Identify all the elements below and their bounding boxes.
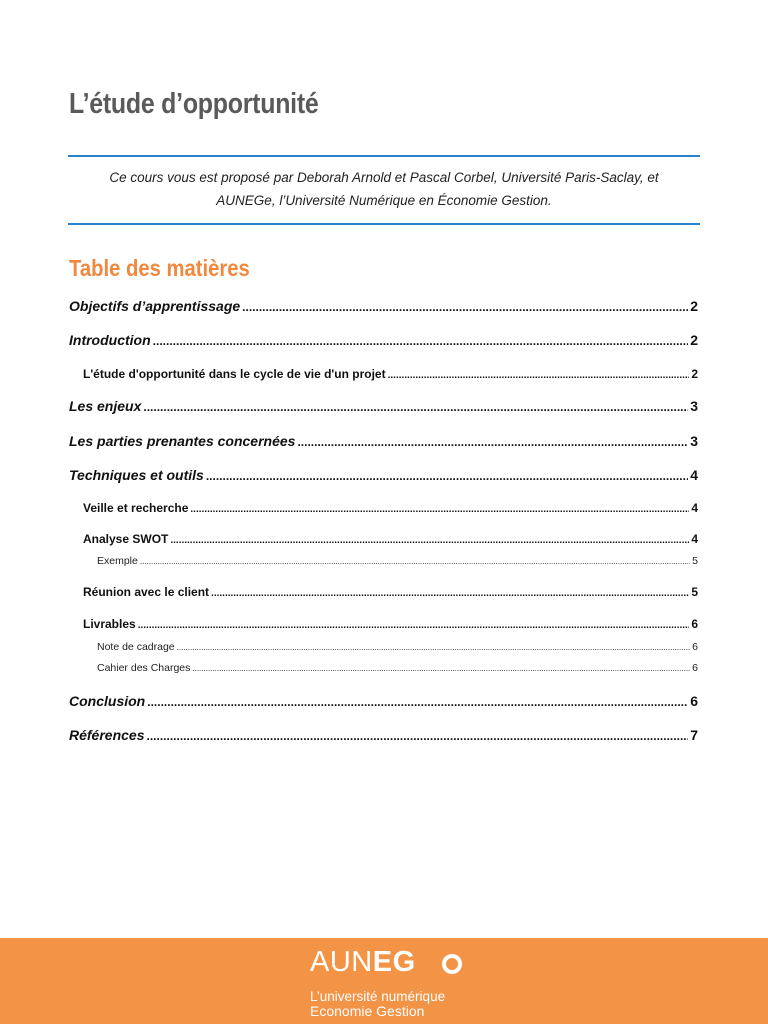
toc-heading: Table des matières (69, 255, 250, 281)
toc-entry-label: Analyse SWOT (83, 532, 169, 546)
toc-entry-page: 6 (692, 641, 698, 653)
bottom-divider (68, 223, 700, 225)
credit-line-1: Ce cours vous est proposé par Deborah Arnold et Pascal Corbel, Université Paris-Saclay, et (109, 170, 659, 185)
logo-wordmark-bold: EG (372, 946, 416, 978)
toc-entry-label: Techniques et outils (69, 467, 204, 483)
top-divider (68, 155, 700, 157)
toc-entry-label: Note de cadrage (97, 641, 175, 653)
toc-entry-page: 6 (691, 617, 698, 631)
dot-leader (388, 370, 690, 381)
toc-entry-cycle-de-vie[interactable] (83, 367, 698, 381)
toc-entry-label: Les enjeux (69, 398, 142, 414)
toc-entry-page: 7 (690, 727, 698, 743)
toc-entry-exemple[interactable] (97, 555, 698, 567)
dot-leader (297, 435, 688, 449)
toc-entry-conclusion[interactable] (69, 693, 698, 709)
toc-entry-references[interactable] (69, 727, 698, 743)
toc-entry-label: Objectifs d’apprentissage (69, 298, 241, 314)
toc-entry-page: 4 (691, 501, 698, 515)
toc-entry-page: 2 (690, 298, 698, 314)
dot-leader (170, 535, 689, 546)
dot-leader (206, 469, 688, 483)
toc-entry-cahier-des-charges[interactable] (97, 662, 698, 674)
dot-leader (242, 300, 688, 314)
toc-entry-veille[interactable] (83, 501, 698, 515)
logo-wordmark (310, 946, 416, 979)
toc-entry-swot[interactable] (83, 532, 698, 546)
toc-entry-introduction[interactable] (69, 332, 698, 348)
toc-entry-techniques[interactable] (69, 467, 698, 483)
credit-line-2: AUNEGe, l’Université Numérique en Économie Gestion. (216, 193, 552, 208)
toc-entry-label: Conclusion (69, 693, 146, 709)
toc-entry-page: 4 (691, 532, 698, 546)
dot-leader (177, 643, 691, 652)
dot-leader (140, 557, 690, 566)
toc-entry-page: 5 (692, 555, 698, 567)
dot-leader (143, 400, 688, 414)
toc-entry-label: Introduction (69, 332, 151, 348)
toc-entry-reunion[interactable] (83, 585, 698, 599)
toc-entry-parties-prenantes[interactable] (69, 433, 698, 449)
toc-entry-label: Livrables (83, 617, 136, 631)
logo-tagline-1: L’université numérique (310, 989, 446, 1004)
logo-circle-icon (442, 954, 462, 974)
toc-entry-page: 3 (690, 433, 698, 449)
toc-entry-label: Cahier des Charges (97, 662, 191, 674)
dot-leader (153, 334, 689, 348)
toc-entry-label: Réunion avec le client (83, 585, 210, 599)
toc-entry-page: 3 (690, 398, 698, 414)
toc-entry-label: Veille et recherche (83, 501, 189, 515)
dot-leader (211, 588, 689, 599)
toc-entry-livrables[interactable] (83, 617, 698, 631)
logo-tagline-2: Economie Gestion (310, 1003, 425, 1019)
toc-entry-page: 6 (690, 693, 698, 709)
logo-wordmark-thin: AUN (310, 946, 373, 978)
toc-entry-enjeux[interactable] (69, 398, 698, 414)
aunege-logo (310, 946, 460, 1018)
toc-entry-label: Exemple (97, 555, 138, 567)
toc-entry-page: 6 (692, 662, 698, 674)
credit-note (68, 166, 700, 212)
dot-leader (147, 729, 689, 743)
dot-leader (190, 504, 689, 515)
toc-entry-page: 4 (690, 467, 698, 483)
toc-entry-objectifs[interactable] (69, 298, 698, 314)
document-title: L’étude d’opportunité (69, 88, 319, 120)
toc-entry-label: L'étude d'opportunité dans le cycle de vie d'un projet (83, 367, 386, 381)
footer-band (0, 938, 768, 1024)
toc-entry-note-de-cadrage[interactable] (97, 641, 698, 653)
toc-entry-label: Les parties prenantes concernées (69, 433, 296, 449)
toc-entry-page: 2 (691, 367, 698, 381)
toc-entry-page: 2 (690, 332, 698, 348)
dot-leader (192, 664, 690, 673)
dot-leader (147, 695, 688, 709)
toc-entry-label: Références (69, 727, 145, 743)
dot-leader (138, 620, 690, 631)
toc-entry-page: 5 (691, 585, 698, 599)
